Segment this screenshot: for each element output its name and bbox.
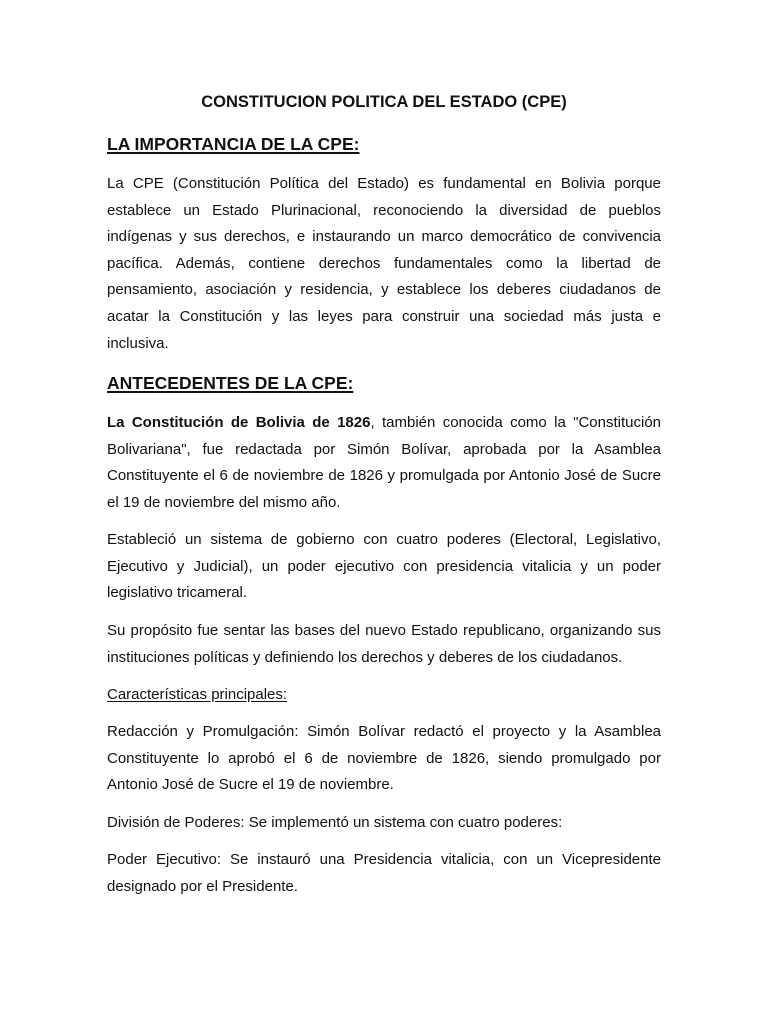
paragraph-constitution-1826 xyxy=(107,410,661,516)
features-label xyxy=(107,682,661,709)
section-heading-background: ANTECEDENTES DE LA CPE: xyxy=(107,373,354,393)
paragraph-executive-power: Poder Ejecutivo: Se instauró una Presidencia vitalicia, con un Vicepresidente designado por el Presidente. xyxy=(107,851,661,895)
paragraph-drafting: Redacción y Promulgación: Simón Bolívar redactó el proyecto y la Asamblea Constituyente lo aprobó el 6 de noviembre de 1826, siendo promulgado por Antonio José de Sucre el 19 de noviembre. xyxy=(107,723,661,794)
section-heading-importance: LA IMPORTANCIA DE LA CPE: xyxy=(107,134,360,154)
paragraph-division-of-powers: División de Poderes: Se implementó un sistema con cuatro poderes: xyxy=(107,814,563,831)
paragraph-body: , también conocida como la "Constitución Bolivariana", fue redactada por Simón Bolívar, aprobada por la Asamblea Constituyente el 6 de noviembre de 1826 y promulgada por Antonio José de Sucre el 19 de noviembre del mismo año. xyxy=(107,414,662,511)
features-label-text: Características principales: xyxy=(107,686,288,703)
paragraph-purpose: Su propósito fue sentar las bases del nuevo Estado republicano, organizando sus instituciones políticas y definiendo los derechos y deberes de los ciudadanos. xyxy=(107,622,661,666)
paragraph-government-system: Estableció un sistema de gobierno con cuatro poderes (Electoral, Legislativo, Ejecutivo y Judicial), un poder ejecutivo con presidencia vitalicia y un poder legislativo tricameral. xyxy=(107,531,661,602)
document-title: CONSTITUCION POLITICA DEL ESTADO (CPE) xyxy=(201,93,567,111)
paragraph-bold-lead: La Constitución de Bolivia de 1826 xyxy=(107,414,371,431)
paragraph-importance: La CPE (Constitución Política del Estado) es fundamental en Bolivia porque establece un Estado Plurinacional, reconociendo la diversidad de pueblos indígenas y sus derechos, e instaurando un marco democrático de convivencia pacífica. Además, contiene derechos fundamentales como la libertad de pensamiento, asociación y residencia, y establece los deberes ciudadanos de acatar la Constitución y las leyes para construir una sociedad más justa e inclusiva. xyxy=(107,175,661,352)
